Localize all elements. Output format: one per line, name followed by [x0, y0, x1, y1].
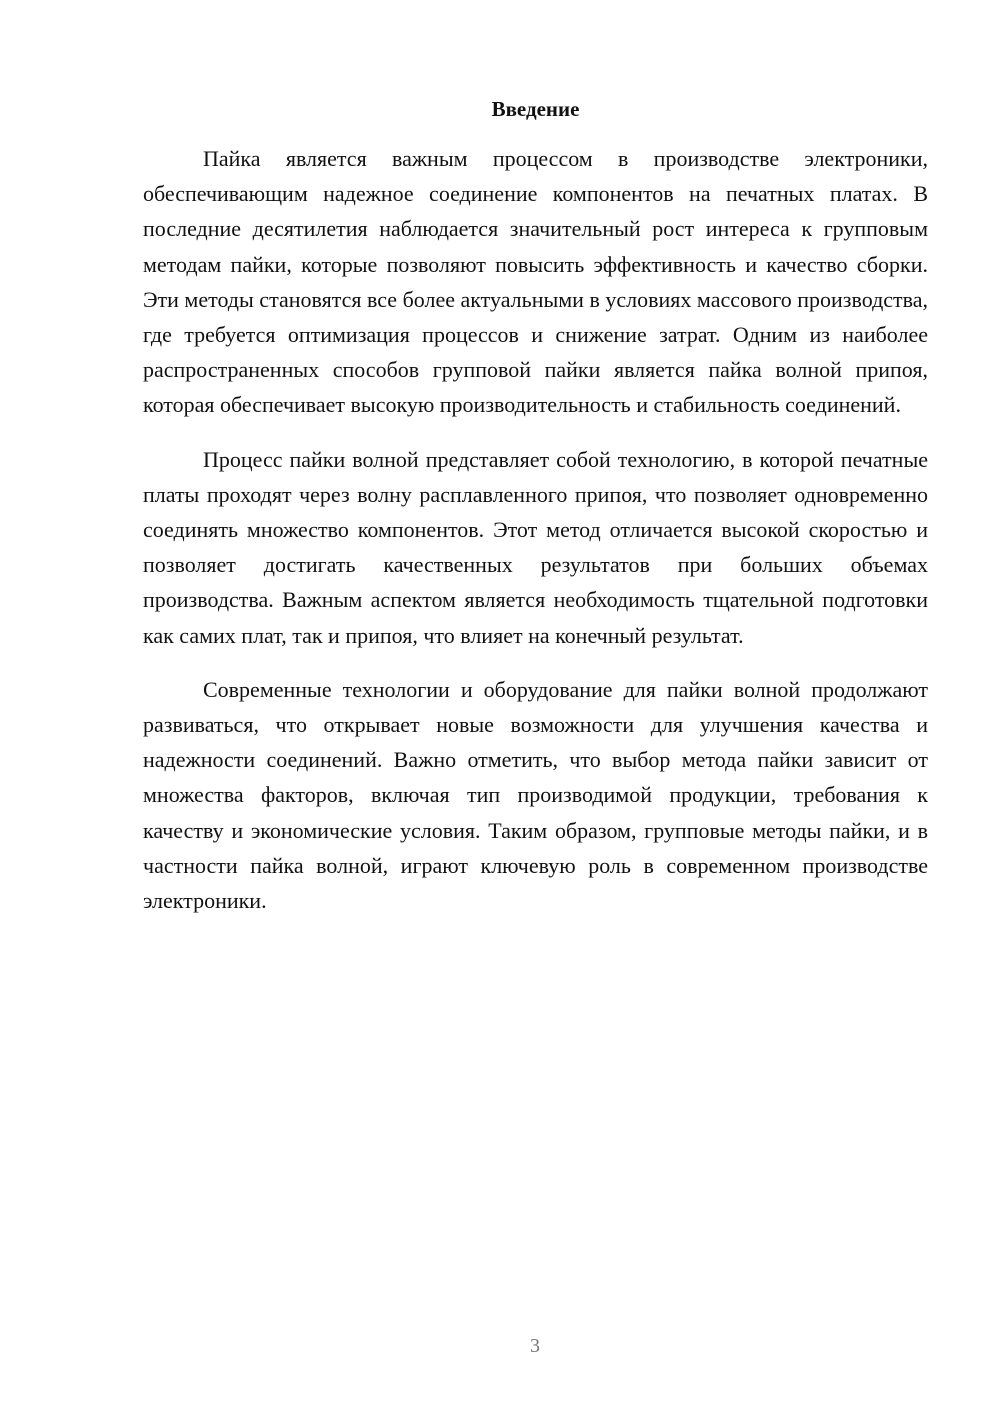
paragraph-1: Пайка является важным процессом в производстве электроники, обеспечивающим надежное соединение компонентов на печатных платах. В последние десятилетия наблюдается значительный рост интереса к групповым методам пайки, которые позволяют повысить эффективность и качество сборки. Эти методы становятся все более актуальными в условиях массового производства, где требуется оптимизация процессов и снижение затрат. Одним из наиболее распространенных способов групповой пайки является пайка волной припоя, которая обеспечивает высокую производительность и стабильность соединений. [143, 146, 928, 418]
page-content [143, 92, 928, 937]
paragraph-2: Процесс пайки волной представляет собой технологию, в которой печатные платы проходят через волну расплавленного припоя, что позволяет одновременно соединять множество компонентов. Этот метод отличается высокой скоростью и позволяет достигать качественных результатов при больших объемах производства. Важным аспектом является необходимость тщательной подготовки как самих плат, так и припоя, что влияет на конечный результат. [143, 446, 928, 648]
page-number: 3 [530, 1335, 540, 1357]
paragraph-3: Современные технологии и оборудование для пайки волной продолжают развиваться, что открывает новые возможности для улучшения качества и надежности соединений. Важно отметить, что выбор метода пайки зависит от множества факторов, включая тип производимой продукции, требования к качеству и экономические условия. Таким образом, групповые методы пайки, и в частности пайка волной, играют ключевую роль в современном производстве электроники. [143, 676, 928, 914]
section-title: Введение [491, 97, 580, 121]
